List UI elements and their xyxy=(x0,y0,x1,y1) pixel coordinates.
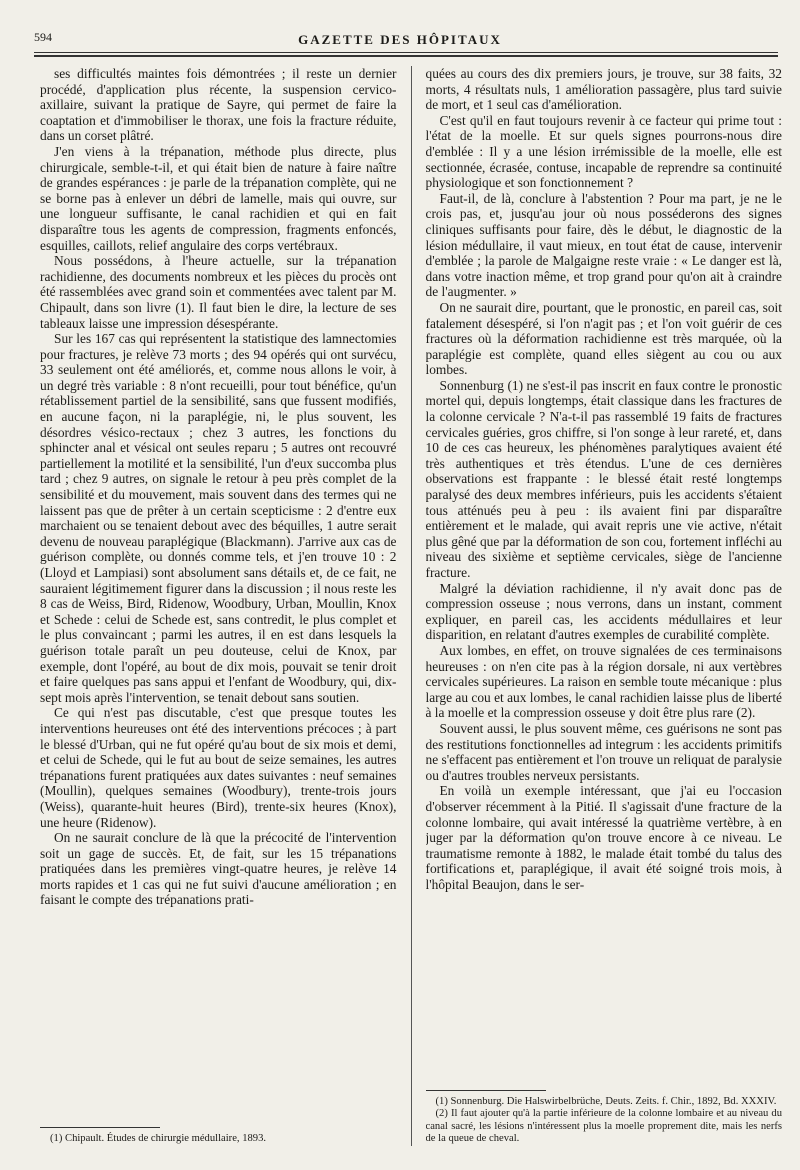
paragraph: On ne saurait conclure de là que la précocité de l'intervention soit un gage de succès. Et, de fait, sur les 15 trépanations pratiquées dans les premières vingt-quatre heures, je relève 14 morts rapides et 1 cas qui ne fut suivi d'aucune amélioration ; en faisant le compte des trépanations prati- xyxy=(40,830,397,908)
paragraph: ses difficultés maintes fois démontrées ; il reste un dernier procédé, d'application plus récente, la suspension cervico-axillaire, suivant la pratique de Sayre, qui permet de faire la coaptation et d'immobiliser le thorax, une fois la fracture réduite, dans un corset plâtré. xyxy=(40,66,397,144)
footnote: (1) Chipault. Études de chirurgie médullaire, 1893. xyxy=(50,1133,267,1145)
footnote: (2) Il faut ajouter qu'à la partie inférieure de la colonne lombaire et au niveau du canal sacré, les lésions n'intéressent plus la moelle proprement dite, mais les nerfs de la queue de cheval. xyxy=(425,1108,782,1145)
paragraph: Ce qui n'est pas discutable, c'est que presque toutes les interventions heureuses ont été des interventions précoces ; à part le blessé d'Urban, qui ne fut opéré qu'au bout de six mois et demi, et celui de Schede, qui le fut au bout de seize semaines, les autres trépanations furent pratiquées aux dates suivantes : neuf semaines (Moullin), quelques semaines (Woodbury), trente-trois jours (Weiss), quarante-huit heures (Bird), trente-six heures (Knox), une heure (Ridenow). xyxy=(40,705,397,830)
paragraph: J'en viens à la trépanation, méthode plus directe, plus chirurgicale, semble-t-il, et qui était bien de nature à faire naître de grandes espérances : je parle de la trépanation complète, qui ne se borne pas à enlever un débri de lamelle, mais qui ouvre, sur une longueur suffisante, le canal rachidien et qui en fait disparaître tous les agents de compression, fragments enfoncés, esquilles, caillots, relief angulaire des corps vertébraux. xyxy=(40,143,397,253)
footnote-rule xyxy=(426,1090,546,1091)
footnote: (1) Sonnenburg. Die Halswirbelbrüche, Deuts. Zeits. f. Chir., 1892, Bd. XXXIV. xyxy=(435,1095,777,1107)
left-column xyxy=(40,66,397,1146)
left-footnotes xyxy=(40,1127,397,1146)
paragraph: quées au cours des dix premiers jours, je trouve, sur 38 faits, 32 morts, 4 résultats nuls, 1 amélioration passagère, plus tard suivie de mort, et 1 seul cas d'amélioration. xyxy=(425,66,782,113)
left-column-body xyxy=(40,66,397,908)
paragraph: En voilà un exemple intéressant, que j'ai eu l'occasion d'observer récemment à la Pitié. Il s'agissait d'une fracture de la colonne lombaire, qui avait intéressé la quatrième vertèbre, à en juger par la déformation qu'on trouve encore à ce niveau. Le traumatisme remonte à 1882, le malade était tombé du talus des fortifications et, paraplégique, il avait été soigné trois mois, à l'hôpital Beaujon, dans le ser- xyxy=(425,783,782,892)
paragraph: Sur les 167 cas qui représentent la statistique des lamnectomies pour fractures, je relève 73 morts ; des 94 opérés qui ont survécu, 33 seulement ont été améliorés, et, comme nous allons le voir, à un degré très variable : 8 n'ont recueilli, pour tout bénéfice, qu'un rétablissement partiel de la sensibilité, sans que fussent modifiés, en aucune façon, ni la paraplégie, ni, le plus souvent, les désordres vésico-rectaux ; chez 3 autres, les fonctions du sphincter anal et vésical ont seules reparu ; 5 autres ont recouvré partiellement la motilité et la sensibilité, l'un d'eux succomba plus tard ; chez 9 autres, on signale le retour à peu près complet de la sensibilité et du mouvement, mais souvent dans des termes qui ne laissent pas que de prêter à un certain scepticisme : 2 d'entre eux marchaient ou se tenaient debout avec des béquilles, 1 autre serait devenu de nouveau paraplégique (Blackmann). J'arrive aux cas de guérison complète, ou donnés comme tels, et j'en trouve 10 : 2 (Lloyd et Lampiasi) sont absolument sans détails et, de ce fait, ne sauraient légitimement figurer dans la discussion ; il nous reste les 8 cas de Weiss, Bird, Ridenow, Woodbury, Urban, Moullin, Knox et Schede : celui de Schede est, sans contredit, le plus complet et le plus convaincant ; parmi les autres, il en est dans lesquels la guérison totale paraît un peu douteuse, celui de Knox, par exemple, dont l'opéré, au bout de dix mois, pouvait se tenir droit et faire quelques pas sans appui et l'enfant de Woodbury, qui, dix-sept mois après l'intervention, se tenait debout sans soutien. xyxy=(40,331,397,705)
right-column-body xyxy=(426,66,783,892)
text-columns xyxy=(40,66,782,1146)
column-divider xyxy=(411,66,412,1146)
right-footnotes xyxy=(426,1090,783,1146)
right-column xyxy=(426,66,783,1146)
paragraph: Aux lombes, en effet, on trouve signalées de ces terminaisons heureuses : on n'en cite pas à la région dorsale, ni aux vertèbres cervicales supérieures. La raison en semble toute mécanique : plus large au cou et aux lombes, le canal rachidien laisse plus de liberté à la moelle et la compression osseuse y doit être plus rare (2). xyxy=(425,642,782,721)
paragraph: C'est qu'il en faut toujours revenir à ce facteur qui prime tout : l'état de la moelle. Et sur quels signes pourrons-nous dire d'emblée : Il y a une lésion irrémissible de la moelle, elle est sectionnée, écrasée, contuse, incapable de reprendre sa continuité physiologique et son fonctionnement ? xyxy=(425,112,782,191)
paragraph: Souvent aussi, le plus souvent même, ces guérisons ne sont pas des restitutions fonctionnelles ad integrum : les accidents primitifs ne s'effacent pas entièrement et l'on trouve un reliquat de paralysie ou d'autres troubles nerveux persistants. xyxy=(425,720,782,783)
footnote-rule xyxy=(40,1127,160,1128)
header-rule-thick xyxy=(34,55,778,57)
paragraph: Faut-il, de là, conclure à l'abstention ? Pour ma part, je ne le crois pas, et, jusqu'au jour où nous posséderons des signes cliniques suffisants pour faire, dès le début, le diagnostic de la lésion médullaire, il vaut mieux, en tout état de cause, intervenir d'emblée ; la parole de Malgaigne reste vraie : « Le danger est là, dans votre inaction même, et trop grand pour qu'on ait à craindre de l'augmenter. » xyxy=(425,190,782,300)
paragraph: Sonnenburg (1) ne s'est-il pas inscrit en faux contre le pronostic mortel qui, depuis longtemps, était classique dans les fractures de la colonne cervicale ? N'a-t-il pas rassemblé 19 faits de fractures cervicales guéries, gros chiffre, si l'on songe à leur rareté, et, dans 10 de ces cas heureux, les phénomènes paralytiques avaient été très authentiques et très étendus. L'une de ces dernières observations est frappante : le blessé était resté longtemps paralysé des deux membres inférieurs, puis les accidents s'étaient tous atténués peu à peu : ils avaient fini par disparaître entièrement et le malade, qui avait repris une vie active, n'était plus gêné que par la déformation de son cou, fortement infléchi au niveau des sixième et septième cervicales, siège de l'ancienne fracture. xyxy=(425,377,782,580)
page-number: 594 xyxy=(34,30,52,44)
paragraph: On ne saurait dire, pourtant, que le pronostic, en pareil cas, soit fatalement désespéré, si l'on n'agit pas ; et l'on voit guérir de ces fractures où la déformation rachidienne est très marquée, où la paraplégie est complète, quand elles siègent au cou ou aux lombes. xyxy=(425,299,782,378)
page-title: GAZETTE DES HÔPITAUX xyxy=(298,32,502,47)
paragraph: Malgré la déviation rachidienne, il n'y avait donc pas de compression osseuse ; nous verrons, dans un instant, comment expliquer, en pareil cas, les accidents médullaires et leur disparition, en relatant d'autres exemples de curabilité complète. xyxy=(425,580,782,643)
header-rule xyxy=(34,52,778,53)
paragraph: Nous possédons, à l'heure actuelle, sur la trépanation rachidienne, des documents nombreux et les pièces du procès ont été rassemblées avec grand soin et commentées avec talent par M. Chipault, dans son livre (1). Il faut bien le dire, la lecture de ses tableaux laisse une impression désespérante. xyxy=(40,253,397,331)
